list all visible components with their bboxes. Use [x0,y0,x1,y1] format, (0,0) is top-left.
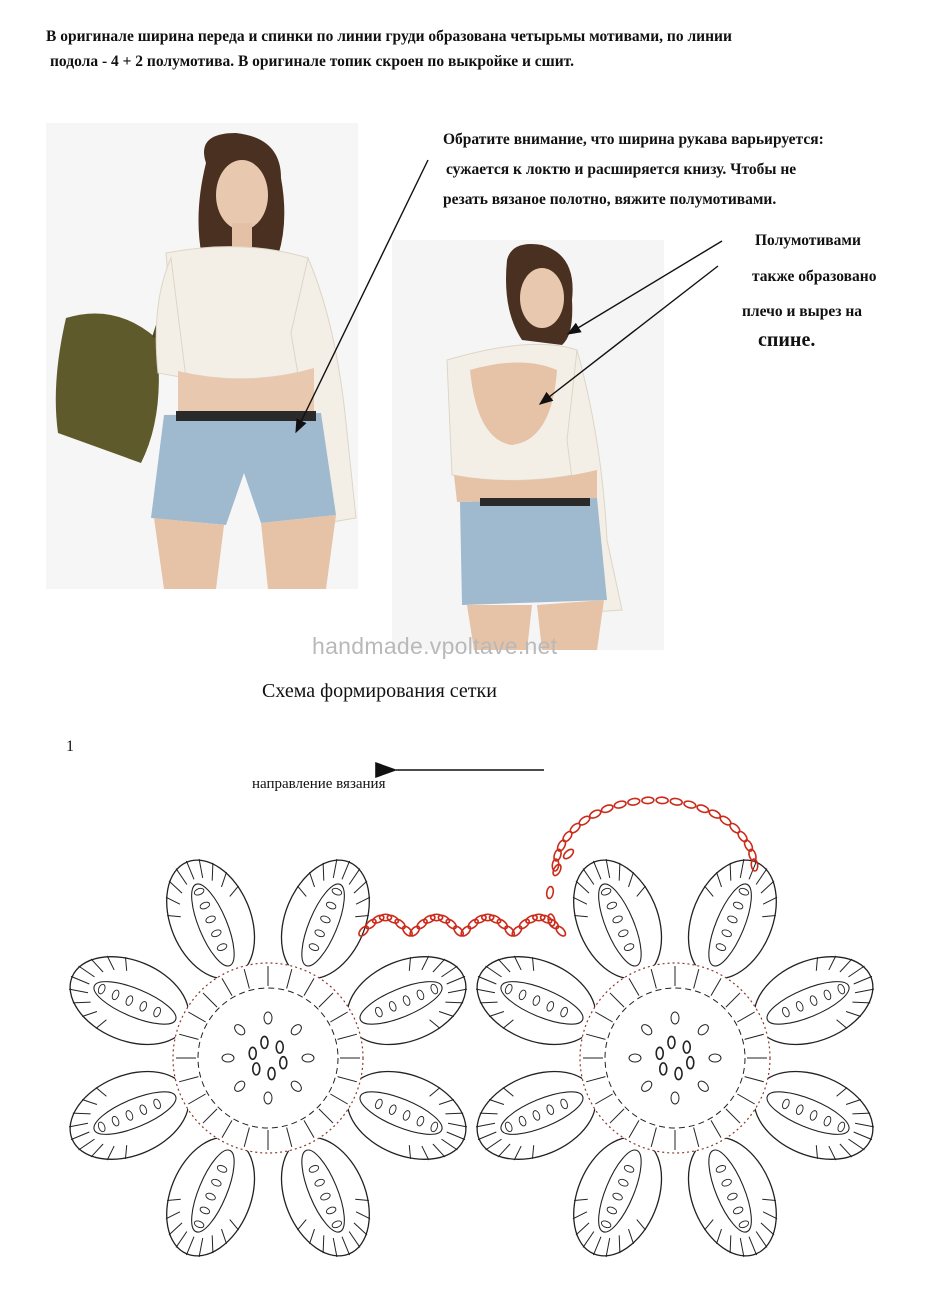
sleeve-note-line-3: резать вязаное полотно, вяжите полумотивами. [443,191,777,208]
rising-chain [546,848,575,927]
lower-chain [357,914,567,938]
sleeve-note-line-2: сужается к локтю и расширяется книзу. Чтобы не [446,161,797,178]
crochet-motif-left [56,846,481,1271]
back-note-line-2: также образовано [752,268,877,285]
scheme-number: 1 [66,738,74,755]
crochet-motif-right [463,846,888,1271]
intro-line-1: В оригинале ширина переда и спинки по линии груди образована четырьмы мотивами, по линии [46,28,732,45]
back-note-line-1: Полумотивами [755,232,861,249]
upper-arc-chain [552,797,759,871]
direction-label: направление вязания [252,776,386,792]
connecting-chains [357,797,758,938]
scheme-title: Схема формирования сетки [262,680,497,702]
back-note-line-3: плечо и вырез на [742,303,863,320]
sleeve-note-line-1: Обратите внимание, что ширина рукава варьируется: [443,131,824,148]
intro-line-2: подола - 4 + 2 полумотива. В оригинале топик скроен по выкройке и сшит. [50,53,574,70]
back-note-line-4: спине. [758,329,816,351]
watermark: handmade.vpoltave.net [312,633,558,659]
